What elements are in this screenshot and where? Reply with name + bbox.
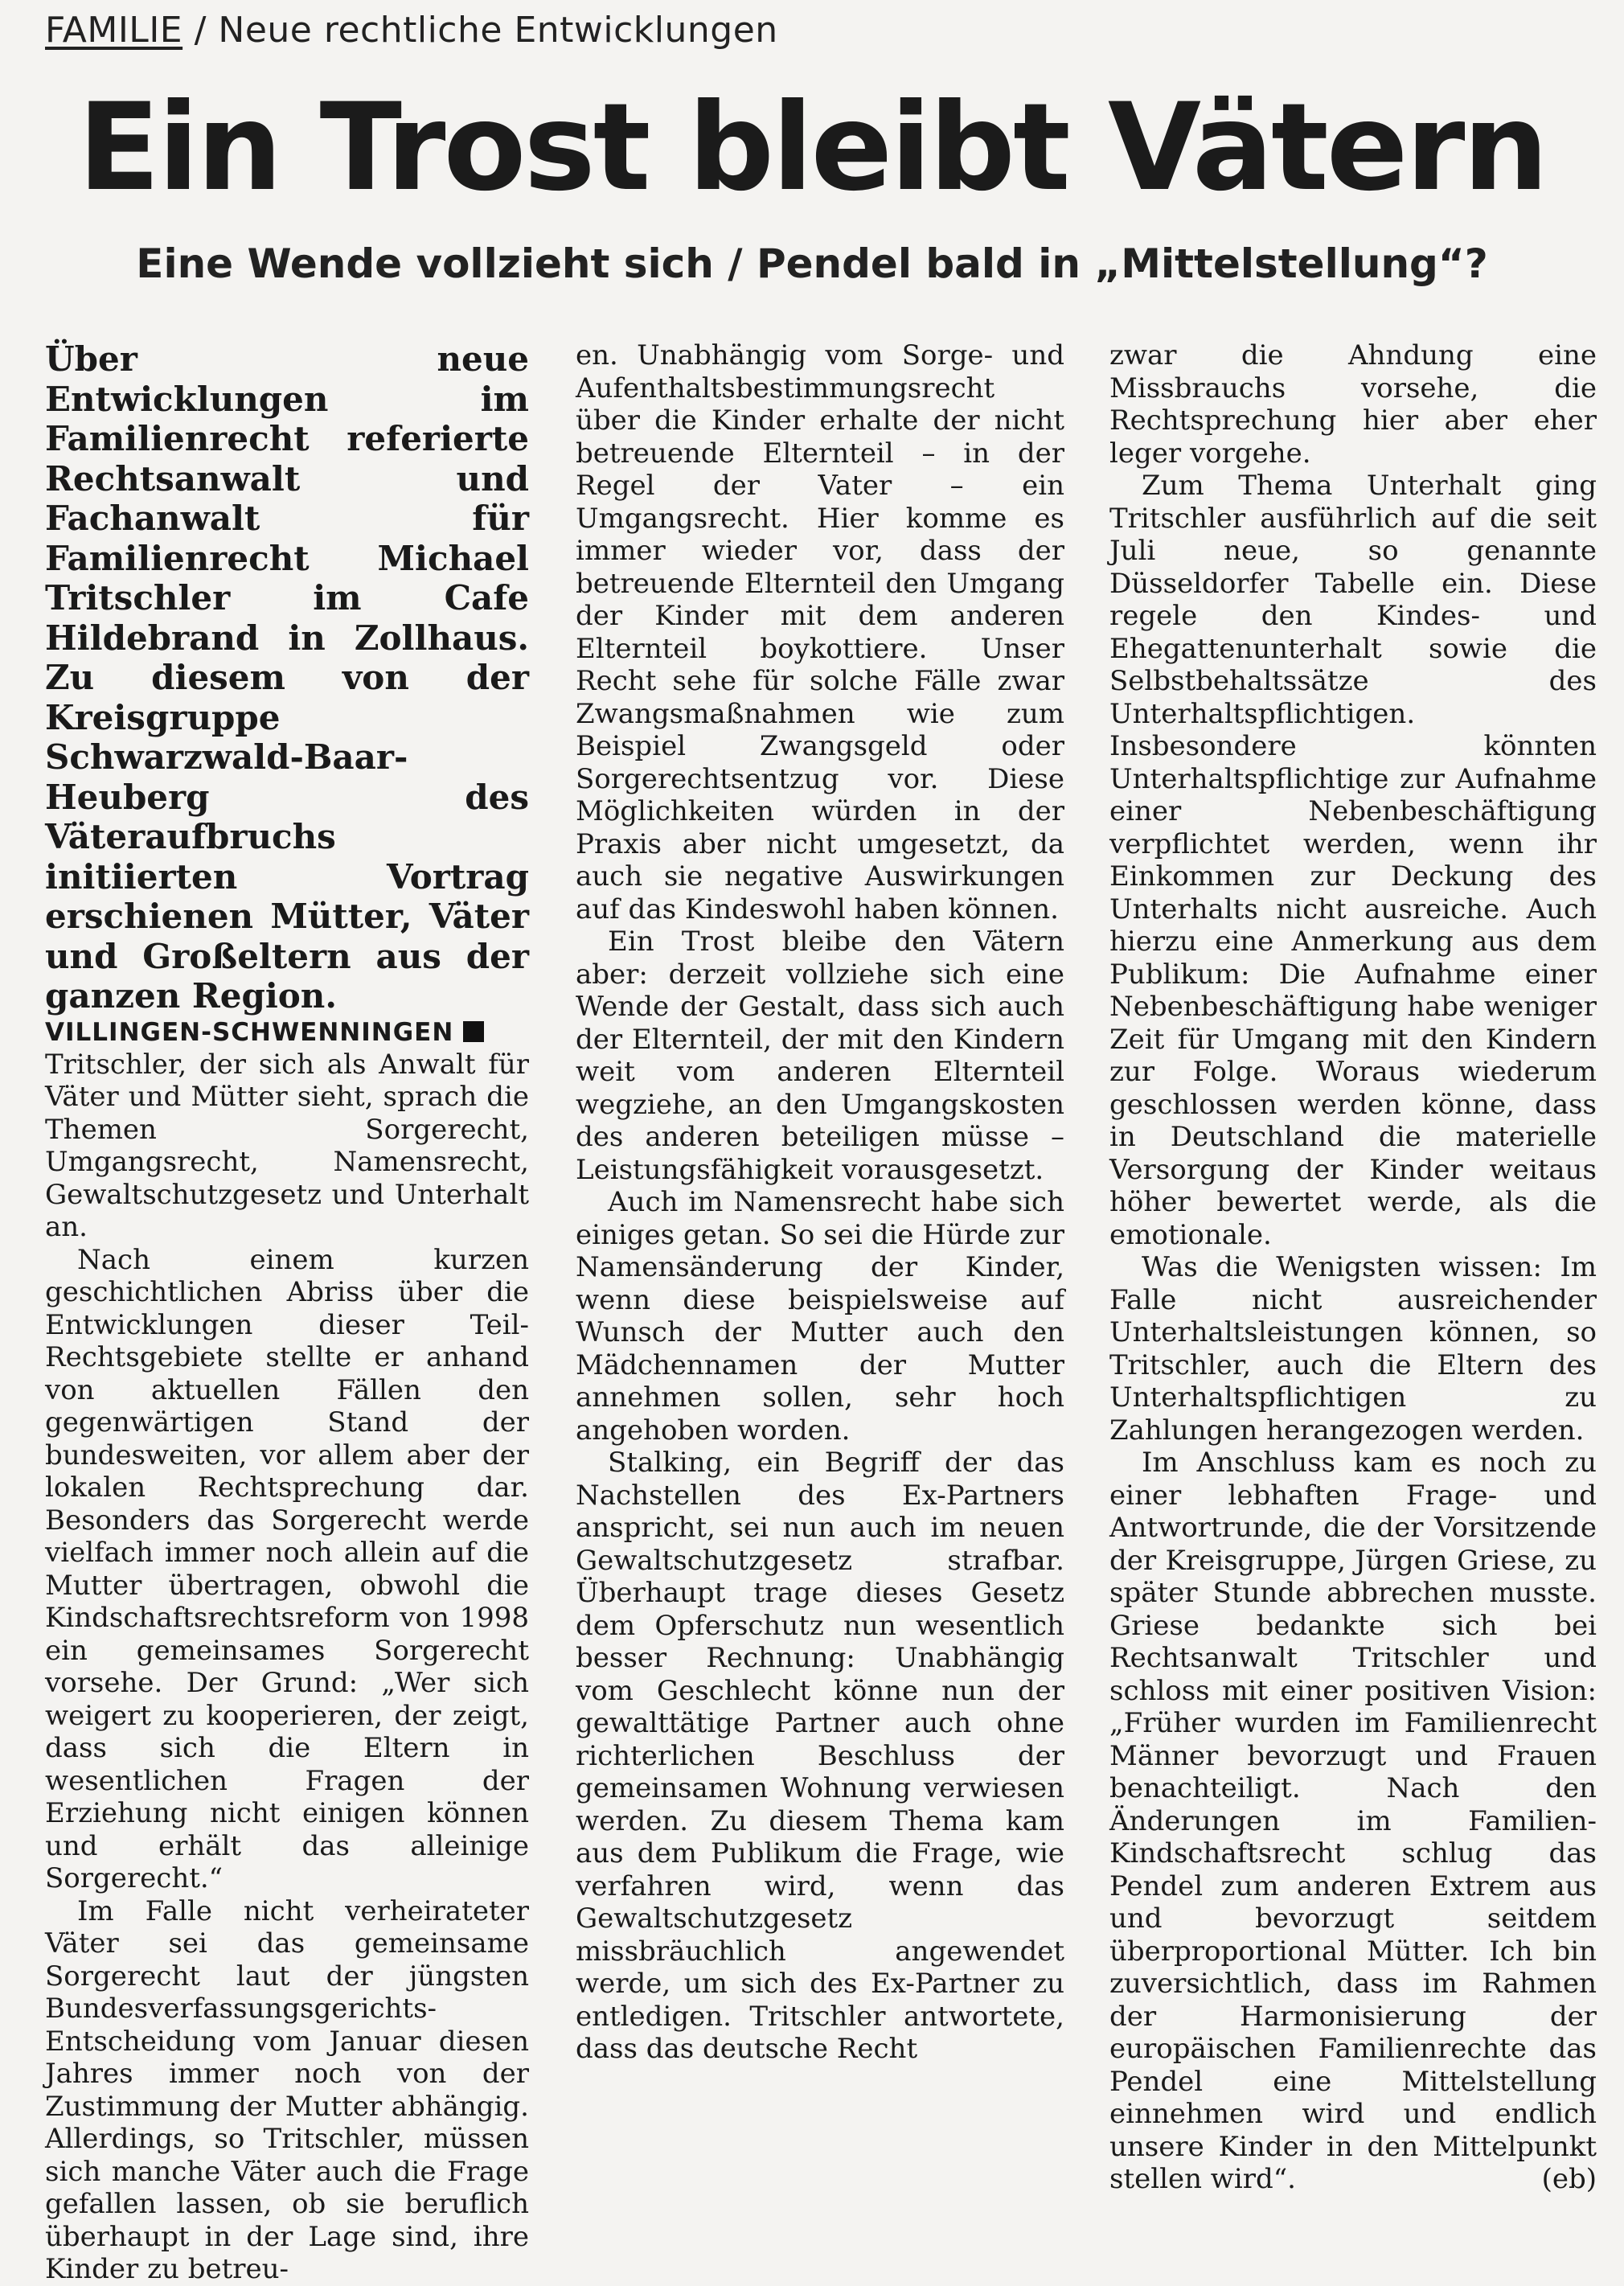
body-paragraph: Stalking, ein Begriff der das Nachstellen des Ex-Partners anspricht, sei nun auch im neuen Gewaltschutzgesetz strafbar. Überhaupt trage dieses Gesetz dem Opferschutz nun wesentlich besser Rechnung: Unabhängig vom Geschlecht könne nun der gewalttätige Partner auch ohne richterlichen Beschluss der gemeinsamen Wohnung verwiesen werden. Zu diesem Thema kam aus dem Publikum die Frage, wie verfahren wird, wenn das Gewaltschutzgesetz missbräuchlich angewendet werde, um sich des Ex-Partner zu entledigen. Tritschler antwortete, dass das deutsche Recht [576, 1447, 1064, 2065]
kicker-separator: / [182, 10, 219, 51]
kicker-section: FAMILIE [45, 10, 183, 51]
body-paragraph: Ein Trost bleibe den Vätern aber: derzeit vollziehe sich eine Wende der Gestalt, dass sich auch der Elternteil, der mit den Kindern weit vom anderen Elternteil wegziehe, an den Umgangskosten des anderen beteiligen müsse – Leistungsfähigkeit vorausgesetzt. [576, 925, 1064, 1186]
body-paragraph: Nach einem kurzen geschichtlichen Abriss über die Entwicklungen dieser Teil-Rechtsgebiete stellte er anhand von aktuellen Fällen den gegenwärtigen Stand der bundesweiten, vor allem aber der lokalen Rechtsprechung dar. Besonders das Sorgerecht werde vielfach immer noch allein auf die Mutter übertragen, obwohl die Kindschaftsrechtsreform von 1998 ein gemeinsames Sorgerecht vorsehe. Der Grund: „Wer sich weigert zu kooperieren, der zeigt, dass sich die Eltern in wesentlichen Fragen der Erziehung nicht einigen können und erhält das alleinige Sorgerecht.“ [45, 1243, 529, 1894]
kicker [45, 10, 778, 51]
dateline-text: VILLINGEN-SCHWENNINGEN [45, 1017, 454, 1047]
kicker-topic: Neue rechtliche Entwicklungen [218, 10, 778, 51]
body-paragraph: en. Unabhängig vom Sorge- und Aufenthaltsbestimmungsrecht über die Kinder erhalte der nicht betreuende Elternteil – in der Regel der Vater – ein Umgangsrecht. Hier komme es immer wieder vor, dass der betreuende Elternteil den Umgang der Kinder mit dem anderen Elternteil boykottiere. Unser Recht sehe für solche Fälle zwar Zwangsmaßnahmen wie zum Beispiel Zwangsgeld oder Sorgerechtsentzug vor. Diese Möglichkeiten würden in der Praxis aber nicht umgesetzt, da auch sie negative Auswirkungen auf das Kindeswohl haben können. [576, 339, 1064, 925]
lead-paragraph: Über neue Entwicklungen im Familienrecht referierte Rechtsanwalt und Fachanwalt für Familienrecht Michael Tritschler im Cafe Hildebrand in Zollhaus. Zu diesem von der Kreisgruppe Schwarzwald-Baar-Heuberg des Väteraufbruchs initiierten Vortrag erschienen Mütter, Väter und Großeltern aus der ganzen Region. [45, 339, 529, 1016]
body-paragraph: Im Falle nicht verheirateter Väter sei das gemeinsame Sorgerecht laut der jüngsten Bundesverfassungsgerichts-Entscheidung vom Januar diesen Jahres immer noch von der Zustimmung der Mutter abhängig. Allerdings, so Tritschler, müssen sich manche Väter auch die Frage gefallen lassen, ob sie beruflich überhaupt in der Lage sind, ihre Kinder zu betreu- [45, 1894, 529, 2285]
body-paragraph: Tritschler, der sich als Anwalt für Väter und Mütter sieht, sprach die Themen Sorgerecht, Umgangsrecht, Namensrecht, Gewaltschutzgesetz und Unterhalt an. [45, 1048, 529, 1243]
subheadline: Eine Wende vollzieht sich / Pendel bald in „Mittelstellung“? [136, 240, 1488, 287]
body-paragraph: Zum Thema Unterhalt ging Tritschler ausführlich auf die seit Juli neue, so genannte Düsseldorfer Tabelle ein. Diese regele den Kindes- und Ehegattenunterhalt sowie die Selbstbehaltssätze des Unterhaltspflichtigen. Insbesondere könnten Unterhaltspflichtige zur Aufnahme einer Nebenbeschäftigung verpflichtet werden, wenn ihr Einkommen zur Deckung des Unterhalts nicht ausreiche. Auch hierzu eine Anmerkung aus dem Publikum: Die Aufnahme einer Nebenbeschäftigung habe weniger Zeit für Umgang mit den Kindern zur Folge. Woraus wiederum geschlossen werden könne, dass in Deutschland die materielle Versorgung der Kinder weitaus höher bewertet werde, als die emotionale. [1109, 470, 1597, 1251]
body-paragraph-last [1109, 1447, 1597, 2196]
dateline-square-icon [463, 1021, 484, 1042]
dateline [45, 1016, 529, 1049]
body-paragraph: zwar die Ahndung eine Missbrauchs vorsehe, die Rechtsprechung hier aber eher leger vorgehe. [1109, 339, 1597, 470]
body-paragraph: Auch im Namensrecht habe sich einiges getan. So sei die Hürde zur Namensänderung der Kinder, wenn diese beispielsweise auf Wunsch der Mutter auch den Mädchennamen der Mutter annehmen sollen, sehr hoch angehoben worden. [576, 1186, 1064, 1447]
author-signature: (eb) [1541, 2163, 1597, 2195]
column-2 [576, 339, 1064, 2065]
closing-text: Im Anschluss kam es noch zu einer lebhaften Frage- und Antwortrunde, die der Vorsitzende der Kreisgruppe, Jürgen Griese, zu später Stunde abbrechen musste. Griese bedankte sich bei Rechtsanwalt Tritschler und schloss mit einer positiven Vision: „Früher wurden im Familienrecht Männer bevorzugt und Frauen benachteiligt. Nach den Änderungen im Familien-Kindschaftsrecht schlug das Pendel zum anderen Extrem aus und bevorzugt seitdem überproportional Mütter. Ich bin zuversichtlich, dass im Rahmen der Harmonisierung der europäischen Familienrechte das Pendel eine Mittelstellung einnehmen wird und endlich unsere Kinder in den Mittelpunkt stellen wird“. [1109, 1447, 1597, 2195]
body-paragraph: Was die Wenigsten wissen: Im Falle nicht ausreichender Unterhaltsleistungen können, so Tritschler, auch die Eltern des Unterhaltspflichtigen zu Zahlungen herangezogen werden. [1109, 1251, 1597, 1447]
column-3 [1109, 339, 1597, 2195]
headline: Ein Trost bleibt Vätern [77, 78, 1547, 218]
column-1 [45, 339, 529, 2285]
